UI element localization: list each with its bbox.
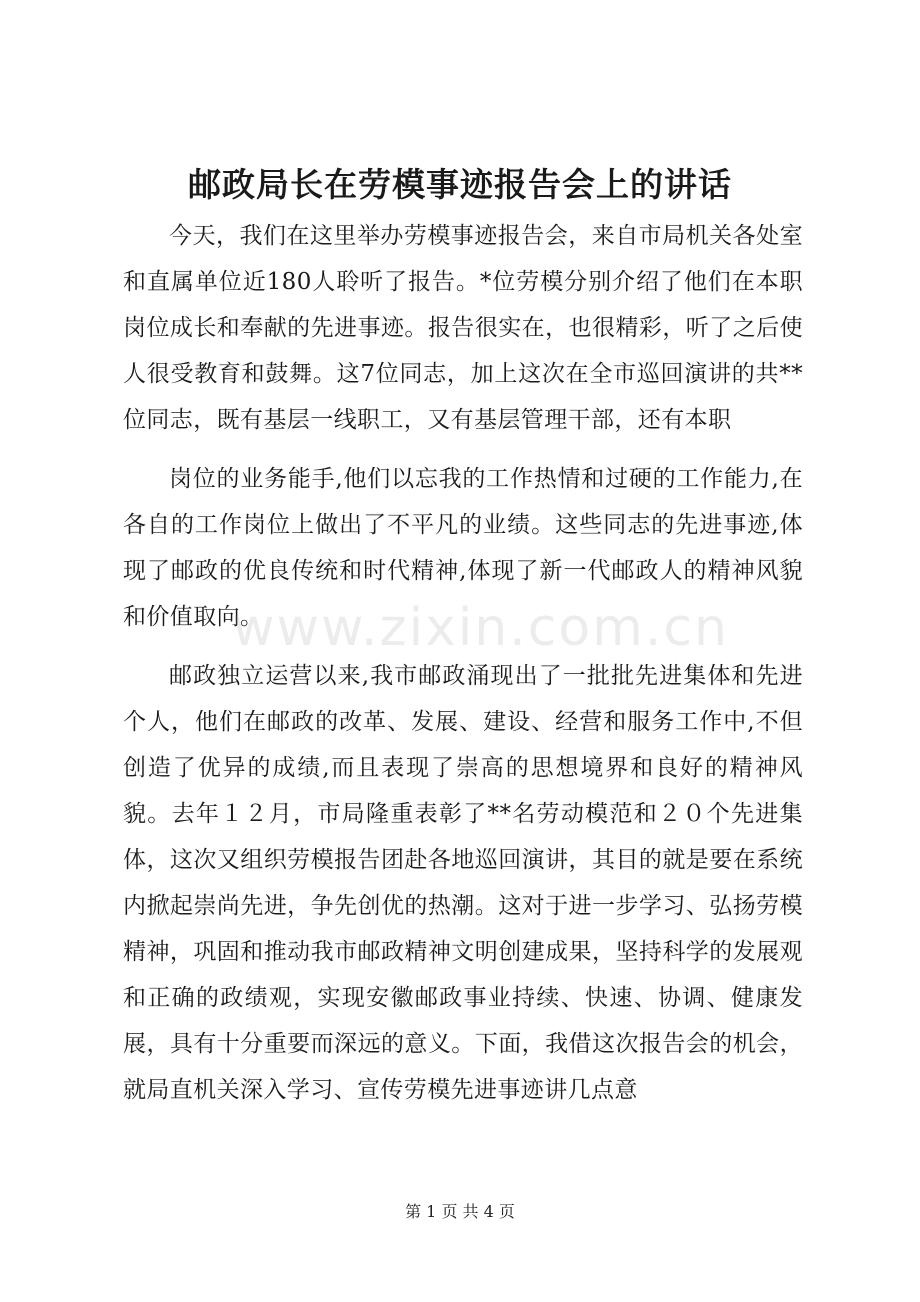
page-number-footer: 第 1 页 共 4 页	[405, 1202, 515, 1221]
document-title: 邮政局长在劳模事迹报告会上的讲话	[188, 165, 732, 204]
paragraph-1: 今天，我们在这里举办劳模事迹报告会，来自市局机关各处室和直属单位近180人聆听了报告。*位劳模分别介绍了他们在本职岗位成长和奉献的先进事迹。报告很实在，也很精彩，听了之后使人很受教育和鼓舞。这7位同志，加上这次在全市巡回演讲的共**位同志，既有基层一线职工，又有基层管理干部，还有本职	[123, 223, 803, 433]
paragraph-3: 邮政独立运营以来,我市邮政涌现出了一批批先进集体和先进个人，他们在邮政的改革、发展、建设、经营和服务工作中,不但创造了优异的成绩,而且表现了崇高的思想境界和良好的精神风貌。去年１２月，市局隆重表彰了**名劳动模范和２０个先进集体，这次又组织劳模报告团赴各地巡回演讲，其目的就是要在系统内掀起崇尚先进，争先创优的热潮。这对于进一步学习、弘扬劳模精神，巩固和推动我市邮政精神文明创建成果，坚持科学的发展观和正确的政绩观，实现安徽邮政事业持续、快速、协调、健康发展，具有十分重要而深远的意义。下面，我借这次报告会的机会，就局直机关深入学习、宣传劳模先进事迹讲几点意	[123, 663, 803, 1103]
paragraph-2: 岗位的业务能手,他们以忘我的工作热情和过硬的工作能力,在各自的工作岗位上做出了不平凡的业绩。这些同志的先进事迹,体现了邮政的优良传统和时代精神,体现了新一代邮政人的精神风貌和价值取向。	[123, 466, 803, 630]
watermark-text: www.zixin.com.cn	[232, 598, 729, 658]
document-body	[123, 213, 803, 1113]
